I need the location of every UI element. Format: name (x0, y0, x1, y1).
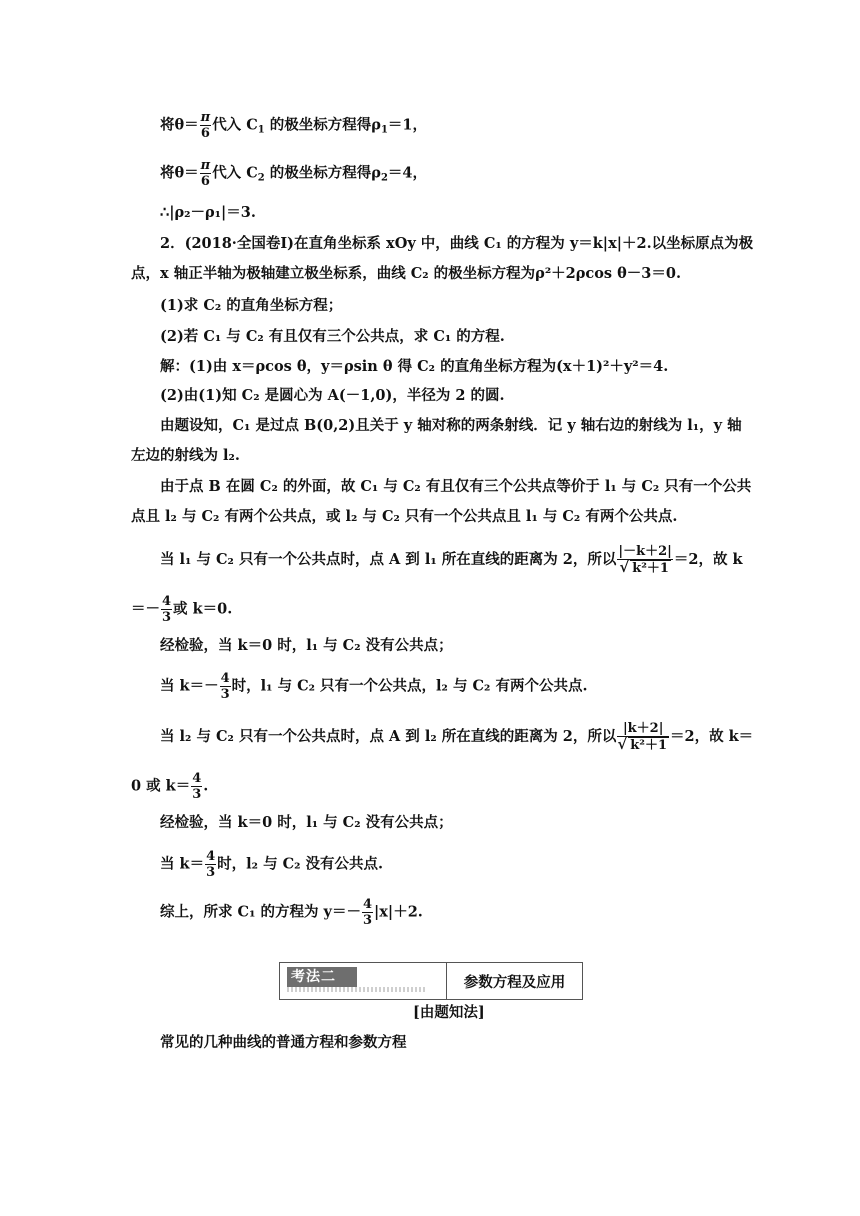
text-span: 当 l₁ 与 C₂ 只有一个公共点时，点 A 到 l₁ 所在直线的距离为 2，所以 (160, 551, 617, 568)
text-span: 当 l₂ 与 C₂ 只有一个公共点时，点 A 到 l₂ 所在直线的距离为 2，所以 (160, 728, 617, 745)
question-2-line-2: 点，x 轴正半轴为极轴建立极坐标系，曲线 C₂ 的极坐标方程为ρ²＋2ρcos θ－3＝0. (131, 265, 682, 282)
fraction-denominator (617, 560, 673, 576)
text-span: 0 或 k＝ (131, 777, 191, 795)
text-span: 时，l₂ 与 C₂ 没有公共点. (217, 855, 384, 873)
question-2-line-1 (160, 234, 753, 254)
text-span: ＝2，故 k＝ (670, 728, 754, 745)
fraction-4-3 (205, 849, 216, 880)
fraction-4-3 (191, 771, 202, 802)
text-span: ＝1， (387, 116, 428, 134)
solution-line (160, 671, 588, 702)
fraction-denominator: 3 (162, 610, 172, 625)
text-span: 当 k＝ (160, 855, 205, 873)
text-line (160, 110, 427, 141)
sqrt-symbol: √ (617, 735, 628, 753)
solution-line (160, 897, 423, 928)
fraction-denominator: 3 (362, 913, 373, 928)
text-span: 代入 C (212, 164, 258, 182)
fraction-numerator: π (200, 158, 211, 173)
solution-line: 左边的射线为 l₂. (131, 447, 240, 464)
fraction-distance (617, 721, 669, 753)
text-span: ＝2，故 k (673, 551, 743, 568)
fraction-pi-6 (200, 110, 212, 141)
fraction-denominator: 3 (220, 687, 230, 702)
solution-line: (2)由(1)知 C₂ 是圆心为 A(－1,0)，半径为 2 的圆. (160, 387, 505, 404)
text-span: |x|＋2. (374, 903, 423, 921)
subscript: 2 (257, 172, 265, 184)
fraction-numerator: |k＋2| (617, 721, 669, 737)
fraction-denominator: 6 (200, 174, 210, 189)
solution-line: 经检验，当 k＝0 时，l₁ 与 C₂ 没有公共点； (160, 814, 453, 831)
solution-line: 由于点 B 在圆 C₂ 的外面，故 C₁ 与 C₂ 有且仅有三个公共点等价于 l₁ 与 C₂ 只有一个公共 (160, 478, 752, 495)
fraction-numerator: 4 (192, 771, 202, 786)
text-line: ∴|ρ₂－ρ₁|＝3. (160, 204, 256, 221)
text-span: (1)由 x＝ρcos θ，y＝ρsin θ 得 C₂ 的直角坐标方程为(x＋1)²＋y²＝4. (189, 358, 669, 375)
text-line (160, 158, 427, 189)
fraction-4-3 (161, 594, 172, 625)
banner-tab-label: 考法二 (287, 967, 357, 987)
fraction-pi-6 (200, 158, 212, 189)
text-span: 时，l₁ 与 C₂ 只有一个公共点，l₂ 与 C₂ 有两个公共点. (231, 677, 588, 695)
text-span: 代入 C (212, 116, 258, 134)
text-span: 将θ＝ (160, 116, 199, 134)
solution-line (131, 771, 208, 802)
fraction-denominator: 3 (206, 865, 216, 880)
fraction-numerator: 4 (220, 671, 230, 686)
solution-label: 解： (160, 358, 189, 375)
text-span: 当 k＝－ (160, 677, 219, 695)
banner-tab-area (280, 963, 447, 999)
fraction-numerator: 4 (162, 594, 172, 609)
fraction-numerator: π (200, 110, 211, 125)
text-span: ＝4， (387, 164, 428, 182)
solution-line: 点且 l₂ 与 C₂ 有两个公共点，或 l₂ 与 C₂ 只有一个公共点且 l₁ 与 C₂ 有两个公共点. (131, 508, 678, 525)
sqrt-symbol: √ (619, 558, 630, 576)
sqrt-body: k²＋1 (632, 561, 669, 576)
sqrt-body: k²＋1 (630, 738, 667, 753)
fraction-4-3 (362, 897, 373, 928)
text-span: 综上，所求 C₁ 的方程为 y＝－ (160, 903, 361, 921)
banner-decoration (287, 987, 427, 992)
solution-line (160, 849, 383, 880)
subscript: 2 (380, 172, 388, 184)
text-span: ＝－ (131, 600, 160, 618)
solution-line (131, 594, 232, 625)
solution-line (160, 544, 743, 576)
fraction-distance (617, 544, 673, 576)
section-text: 常见的几种曲线的普通方程和参数方程 (160, 1034, 407, 1051)
question-number: 2．(2018·全国卷Ⅰ) (160, 235, 294, 252)
solution-line (160, 721, 753, 753)
subscript: 1 (257, 124, 265, 136)
subheading: [由题知法] (413, 1004, 485, 1021)
text-span: 的极坐标方程得ρ (264, 164, 381, 182)
solution-line: 经检验，当 k＝0 时，l₁ 与 C₂ 没有公共点； (160, 637, 453, 654)
fraction-numerator: |－k＋2| (618, 544, 672, 559)
subscript: 1 (380, 124, 388, 136)
banner-title: 参数方程及应用 (463, 973, 566, 991)
fraction-denominator: 3 (192, 787, 202, 802)
section-banner (279, 962, 583, 1000)
question-2-part-1: (1)求 C₂ 的直角坐标方程； (160, 297, 343, 314)
text-span: 的极坐标方程得ρ (264, 116, 381, 134)
text-span: 在直角坐标系 xOy 中，曲线 C₁ 的方程为 y＝k|x|＋2.以坐标原点为极 (294, 235, 754, 252)
fraction-denominator (617, 737, 669, 753)
solution-line (160, 357, 668, 377)
solution-line: 由题设知，C₁ 是过点 B(0,2)且关于 y 轴对称的两条射线．记 y 轴右边的射线为 l₁，y 轴 (160, 417, 742, 434)
text-span: 或 k＝0. (173, 600, 233, 618)
text-span: 将θ＝ (160, 164, 199, 182)
fraction-denominator: 6 (200, 126, 210, 141)
fraction-numerator: 4 (362, 897, 373, 912)
question-2-part-2: (2)若 C₁ 与 C₂ 有且仅有三个公共点，求 C₁ 的方程. (160, 328, 505, 345)
text-span: . (203, 777, 209, 795)
fraction-numerator: 4 (206, 849, 216, 864)
fraction-4-3 (220, 671, 231, 702)
